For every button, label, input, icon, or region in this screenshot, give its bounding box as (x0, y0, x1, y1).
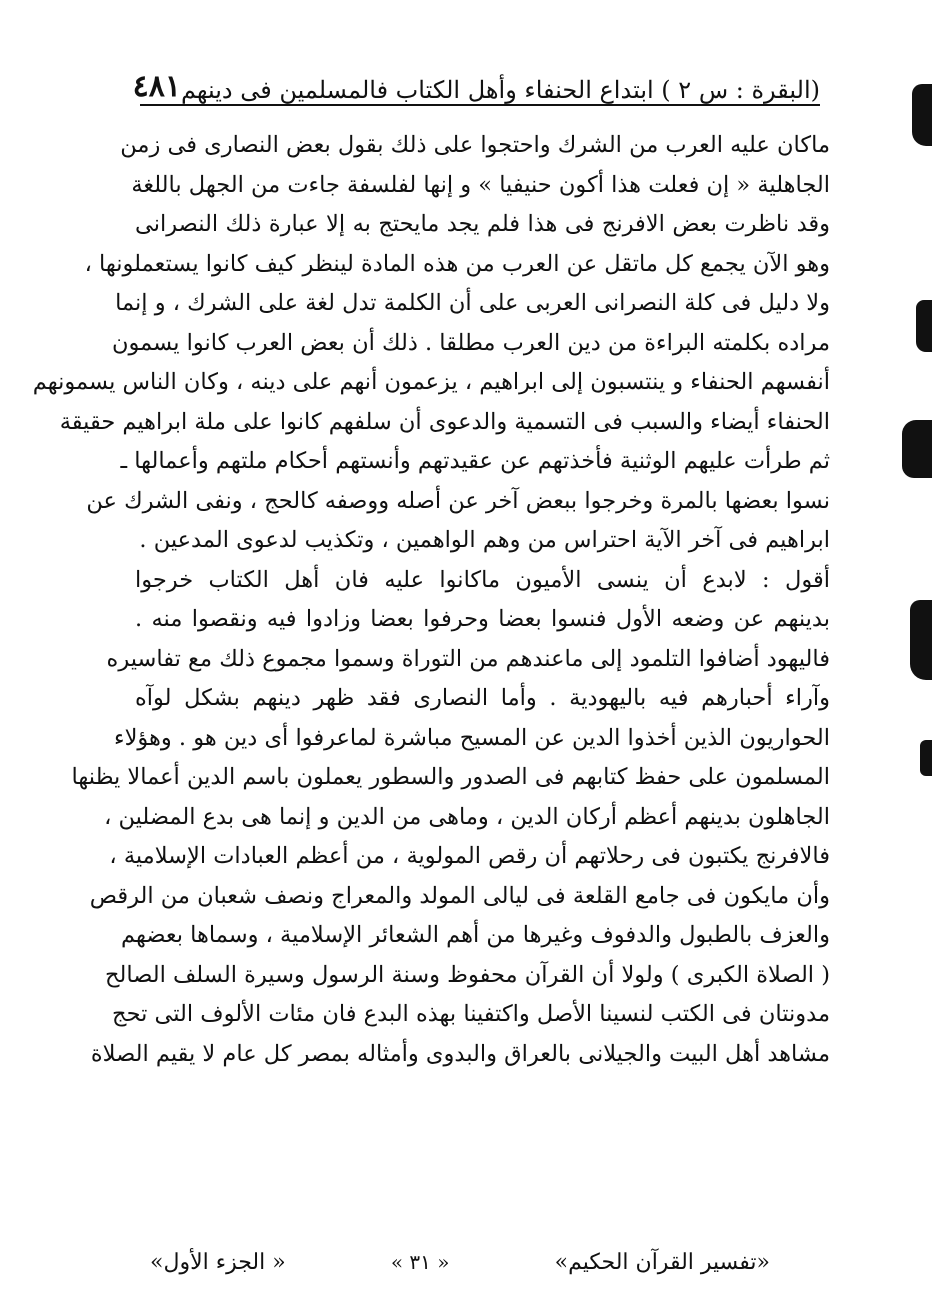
footer-sheet-number: « ٣١ » (390, 1250, 450, 1274)
text-line: أقول : لابدع أن ينسى الأميون ماكانوا عليه فان أهل الكتاب خرجوا (135, 566, 830, 593)
body-text (32, 126, 830, 1074)
text-line: مراده بكلمته البراءة من دين العرب مطلقا . ذلك أن بعض العرب كانوا يسمون (112, 329, 830, 356)
text-line: وآراء أحبارهم فيه باليهودية . وأما النصارى فقد ظهر دينهم بشكل لوآه (135, 685, 830, 711)
scan-edge-mark (902, 420, 932, 478)
text-line: والعزف بالطبول والدفوف وغيرها من أهم الشعائر الإسلامية ، وسماها بعضهم (121, 922, 830, 948)
text-line: الجاهلية « إن فعلت هذا أكون حنيفيا » و إنها لفلسفة جاءت من الجهل باللغة (131, 171, 830, 198)
text-line: ثم طرأت عليهم الوثنية فأخذتهم عن عقيدتهم وأنستهم أحكام ملتهم وأعمالها ـ (120, 448, 830, 474)
scan-edge-mark (912, 84, 932, 146)
text-line: وقد ناظرت بعض الافرنج فى هذا فلم يجد مايحتج به إلا عبارة ذلك النصرانى (135, 211, 830, 237)
text-line: الحواريون الذين أخذوا الدين عن المسيح مباشرة لماعرفوا أى دين هو . وهؤلاء (114, 724, 830, 751)
running-title: (البقرة : س ٢ ) ابتداع الحنفاء وأهل الكتاب فالمسلمين فى دينهم (180, 76, 820, 104)
text-line: الجاهلون بدينهم أعظم أركان الدين ، وماهى من الدين و إنما هى بدع المضلين ، (104, 803, 830, 830)
header-rule (140, 104, 820, 106)
text-line: المسلمون على حفظ كتابهم فى الصدور والسطور يعملون باسم الدين أعمالا يظنها (71, 764, 830, 790)
text-line: مشاهد أهل البيت والجيلانى بالعراق والبدوى وأمثاله بمصر كل عام لا يقيم الصلاة (90, 1040, 830, 1067)
text-line: مدونتان فى الكتب لنسينا الأصل واكتفينا بهذه البدع فان مئات الألوف التى تحج (112, 1001, 830, 1027)
footer-book-title: «تفسير القرآن الحكيم» (554, 1249, 770, 1275)
text-line: ماكان عليه العرب من الشرك واحتجوا على ذلك بقول بعض النصارى فى زمن (120, 132, 830, 158)
text-line: أنفسهم الحنفاء و ينتسبون إلى ابراهيم ، يزعمون أنهم على دينه ، وكان الناس يسمونهم (32, 369, 830, 395)
text-line: فالافرنج يكتبون فى رحلاتهم أن رقص المولوية ، من أعظم العبادات الإسلامية ، (109, 843, 830, 869)
text-line: وأن مايكون فى جامع القلعة فى ليالى المولد والمعراج ونصف شعبان من الرقص (89, 882, 830, 909)
page-header (132, 58, 820, 104)
page-footer (150, 1244, 770, 1280)
text-line: بدينهم عن وضعه الأول فنسوا بعضا وحرفوا بعضا وزادوا فيه ونقصوا منه . (135, 606, 830, 632)
scan-edge-mark (910, 600, 932, 680)
text-line: وهو الآن يجمع كل ماتقل عن العرب من هذه المادة لينظر كيف كانوا يستعملونها ، (84, 250, 830, 277)
page-number: ٤٨١ (132, 69, 181, 104)
text-line: ( الصلاة الكبرى ) ولولا أن القرآن محفوظ وسنة الرسول وسيرة السلف الصالح (105, 961, 830, 988)
text-line: ابراهيم فى آخر الآية احتراس من وهم الواهمين ، وتكذيب لدعوى المدعين . (139, 527, 830, 553)
text-line: الحنفاء أيضاء والسبب فى التسمية والدعوى أن سلفهم كانوا على ملة ابراهيم حقيقة (59, 408, 830, 435)
text-line: فاليهود أضافوا التلمود إلى ماعندهم من التوراة وسموا مجموع ذلك مع تفاسيره (106, 645, 830, 672)
footer-volume: « الجزء الأول» (150, 1249, 286, 1275)
text-line: ولا دليل فى كلة النصرانى العربى على أن الكلمة تدل لغة على الشرك ، و إنما (115, 290, 830, 316)
scan-edge-mark (920, 740, 932, 776)
text-line: نسوا بعضها بالمرة وخرجوا ببعض آخر عن أصله ووصفه كالحج ، ونفى الشرك عن (86, 487, 830, 514)
scan-edge-mark (916, 300, 932, 352)
